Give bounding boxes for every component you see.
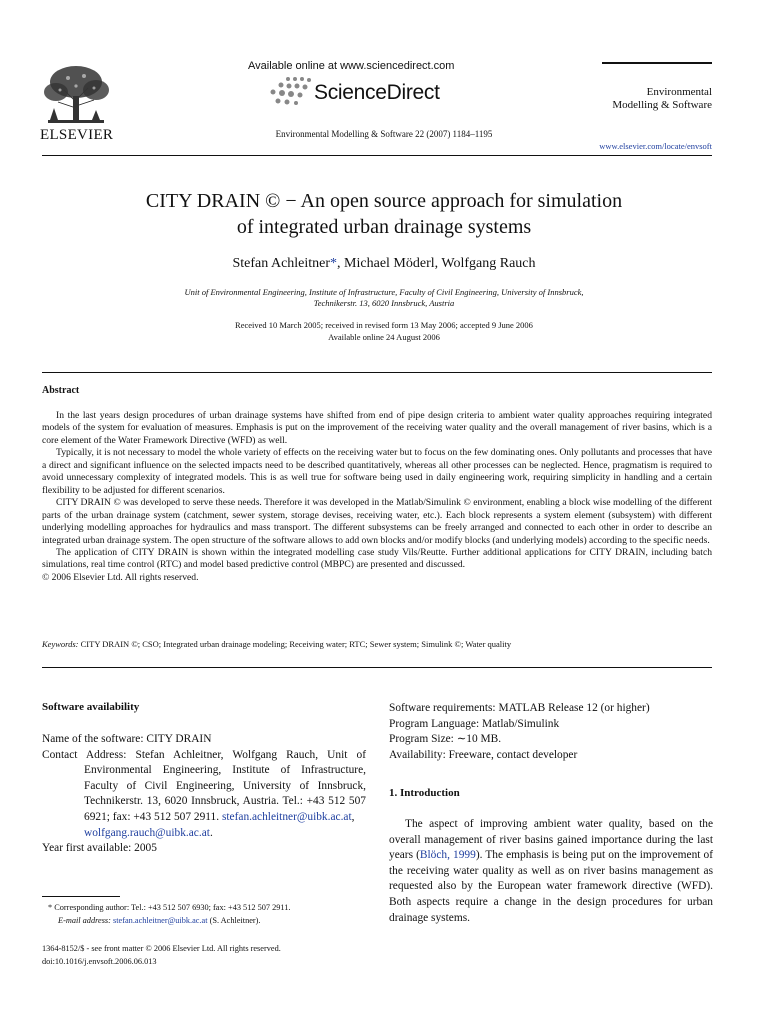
author-list	[40, 256, 728, 272]
email-end: .	[209, 826, 213, 839]
header-top-rule	[602, 62, 712, 64]
abstract-paragraph-3: CITY DRAIN © was developed to serve these needs. Therefore it was developed in the Matlab/Simulink © environment, enabling a block wise modelling of the different parts of the urban drainage system (catchment, sewer system, storage devises, receiving water, etc.). Each block represents a system element (subsystem) with different underlying modelling approaches for hydraulics and mass transport. The different subsystems can be freely arranged and connected to each other in order to describe an integrated urban drainage system. The open structure of the software allows to add own blocks and/or modify blocks (and underlying models) according to the specific needs.	[42, 497, 712, 546]
keywords-list: CITY DRAIN ©; CSO; Integrated urban drainage modeling; Receiving water; RTC; Sewer system; Simulink ©; Water quality	[80, 639, 512, 649]
online-date: Available online 24 August 2006	[328, 331, 440, 342]
email-link-achleitner[interactable]: stefan.achleitner@uibk.ac.at	[221, 810, 352, 823]
received-dates: Received 10 March 2005; received in revised form 13 May 2006; accepted 9 June 2006	[235, 320, 533, 330]
corresponding-author-mark-link[interactable]: *	[330, 256, 338, 271]
software-specs	[389, 701, 713, 763]
introduction-paragraph	[389, 817, 713, 926]
header-rule	[42, 155, 712, 156]
software-requirements: Software requirements: MATLAB Release 12 (or higher)	[389, 702, 650, 714]
publisher-name: ELSEVIER	[40, 127, 114, 143]
software-availability-body	[42, 732, 366, 857]
article-dates	[100, 320, 668, 343]
software-availability: Availability: Freeware, contact developer	[389, 748, 578, 761]
footnote-email-who: (S. Achleitner).	[207, 916, 261, 925]
keywords-label: Keywords:	[42, 639, 79, 649]
journal-citation: Environmental Modelling & Software 22 (2007) 1184–1195	[275, 129, 493, 139]
journal-name-line2: Modelling & Software	[612, 99, 712, 111]
elsevier-tree-logo	[40, 62, 112, 126]
introduction-body	[389, 817, 713, 926]
footnote-rule	[42, 896, 120, 897]
journal-name-line1: Environmental	[646, 86, 712, 98]
journal-name	[590, 86, 712, 112]
footnote-email-label: E-mail address:	[58, 916, 111, 925]
abstract-copyright: © 2006 Elsevier Ltd. All rights reserved.	[42, 571, 199, 583]
affiliation-line2: Technikerstr. 13, 6020 Innsbruck, Austria	[313, 298, 455, 308]
abstract-paragraph-2: Typically, it is not necessary to model the whole variety of effects on the receiving water but to focus on the few dominating ones. Only pollutants and processes that have a direct and significant influence on the selected impacts need to be described quantitatively, whereas all other processes can be neglected. Hence, pragmatism is required to avoid unnecessary complexity of integrated models. This is as well true for software being used in daily engineering work, requiring simplicity in handling and a certain flexibility to be adjusted for different scenarios.	[42, 447, 712, 496]
available-online-text: Available online at www.sciencedirect.com	[248, 60, 455, 72]
issn-line: 1364-8152/$ - see front matter © 2006 Elsevier Ltd. All rights reserved.	[42, 944, 281, 953]
introduction-heading: 1. Introduction	[389, 787, 460, 799]
footnote-email-link[interactable]: stefan.achleitner@uibk.ac.at	[113, 916, 208, 925]
program-language: Program Language: Matlab/Simulink	[389, 717, 560, 730]
doi-line: doi:10.1016/j.envsoft.2006.06.013	[42, 957, 157, 966]
affiliation-line1: Unit of Environmental Engineering, Institute of Infrastructure, Faculty of Civil Engineering, University of Innsbruck,	[184, 287, 584, 297]
issn-doi	[42, 942, 372, 968]
keywords	[42, 639, 712, 649]
footnote-corresponding	[42, 901, 372, 914]
abstract-bottom-rule	[42, 667, 712, 668]
article-title	[40, 188, 728, 240]
footnote-mark: *	[48, 903, 53, 912]
intro-text-b: ). The emphasis is being put on the improvement of the receiving water quality as well as on river basins management as requested also by the European water framework directive (WFD). Both aspects require a change in the design procedures for urban drainage systems.	[389, 849, 714, 924]
article-title-line2: of integrated urban drainage systems	[236, 216, 532, 238]
footnote-corresponding-text: Corresponding author: Tel.: +43 512 507 6930; fax: +43 512 507 2911.	[52, 903, 291, 912]
abstract-paragraph-1: In the last years design procedures of urban drainage systems have shifted from end of pipe design criteria to ambient water quality approaches requiring integrated models of the system for evaluation of measures. Emphasis is put on the improvement of the receiving water quality and the overall management of river basins, which is a core element of the Water Framework Directive (WFD) as well.	[42, 410, 712, 446]
sciencedirect-logo-text: ScienceDirect	[314, 81, 440, 104]
author-achleitner: Stefan Achleitner	[232, 256, 331, 271]
software-availability-heading: Software availability	[42, 701, 140, 713]
sciencedirect-dots-icon	[268, 76, 314, 106]
abstract-body	[42, 410, 712, 584]
abstract-top-rule	[42, 372, 712, 373]
program-size: Program Size: ∼10 MB.	[389, 733, 502, 746]
abstract-heading: Abstract	[42, 385, 80, 396]
software-contact-text: Contact Address: Stefan Achleitner, Wolfgang Rauch, Unit of Environmental Engineering, Institute of Infrastructure, Faculty of Civil Engineering, University of Innsbruck, Technikerstr. 13, 6020 Innsbruck, Austria. Tel.: +43 512 507 6921; fax: +43 512 507 2911.	[42, 748, 366, 823]
journal-url-link[interactable]: www.elsevier.com/locate/envsoft	[599, 141, 712, 151]
email-separator: ,	[351, 810, 355, 823]
footnote-email	[42, 914, 372, 927]
software-year: Year first available: 2005	[42, 842, 157, 855]
abstract-paragraph-4: The application of CITY DRAIN is shown within the integrated modelling case study Vils/Reutte. Further additional applications for CITY DRAIN, including batch simulations, real time control (RTC) and model based predictive control (MBPC) are presented and discussed.	[42, 546, 712, 571]
affiliation	[100, 287, 668, 309]
author-list-rest: , Michael Möderl, Wolfgang Rauch	[337, 256, 536, 271]
email-link-rauch[interactable]: wolfgang.rauch@uibk.ac.at	[84, 826, 210, 839]
footnote	[42, 901, 372, 927]
software-name: Name of the software: CITY DRAIN	[42, 733, 212, 745]
citation-link-bloch[interactable]: Blöch, 1999	[419, 849, 476, 862]
intro-text-a: The aspect of improving ambient water quality, based on the overall management of river basins gained importance during the last years (	[389, 818, 713, 862]
software-contact	[42, 748, 366, 842]
article-title-line1: CITY DRAIN © − An open source approach for simulation	[145, 190, 623, 212]
